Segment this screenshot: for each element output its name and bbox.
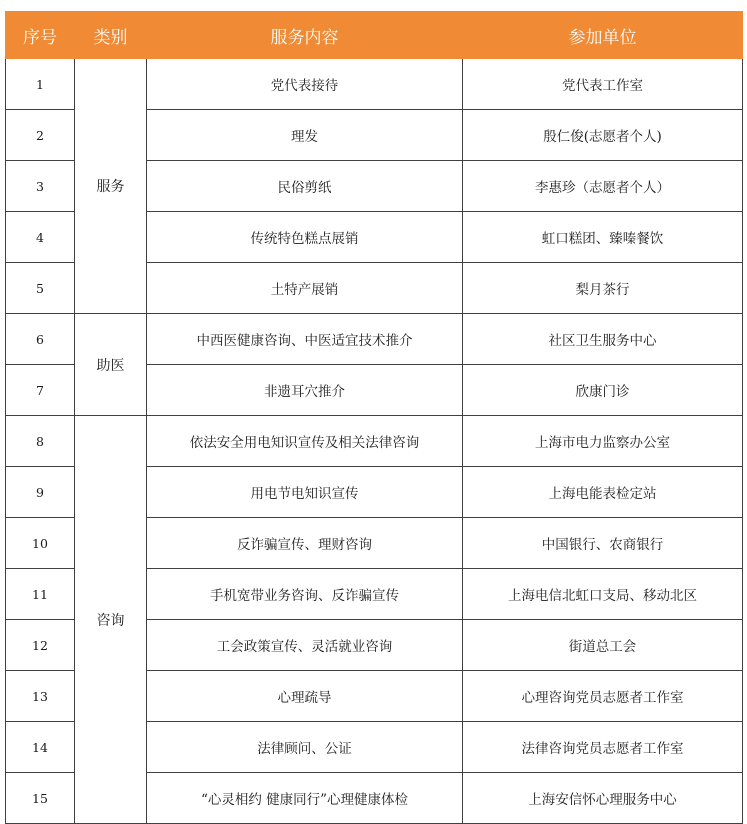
row-number: 10: [6, 518, 75, 569]
service-content: 用电节电知识宣传: [147, 467, 463, 518]
service-content: 依法安全用电知识宣传及相关法律咨询: [147, 416, 463, 467]
participating-unit: 欣康门诊: [463, 365, 743, 416]
row-number: 7: [6, 365, 75, 416]
service-content: 理发: [147, 110, 463, 161]
participating-unit: 法律咨询党员志愿者工作室: [463, 722, 743, 773]
participating-unit: 心理咨询党员志愿者工作室: [463, 671, 743, 722]
header-number: 序号: [6, 12, 75, 59]
row-number: 15: [6, 773, 75, 824]
category-medical: 助医: [75, 314, 147, 416]
service-content: 心理疏导: [147, 671, 463, 722]
participating-unit: 社区卫生服务中心: [463, 314, 743, 365]
row-number: 14: [6, 722, 75, 773]
row-number: 4: [6, 212, 75, 263]
table-row: [6, 416, 743, 467]
participating-unit: 虹口糕团、臻嗪餐饮: [463, 212, 743, 263]
service-content: “心灵相约 健康同行”心理健康体检: [147, 773, 463, 824]
row-number: 1: [6, 59, 75, 110]
header-participating-unit: 参加单位: [463, 12, 743, 59]
participating-unit: 梨月茶行: [463, 263, 743, 314]
service-content: 反诈骗宣传、理财咨询: [147, 518, 463, 569]
row-number: 12: [6, 620, 75, 671]
row-number: 8: [6, 416, 75, 467]
participating-unit: 中国银行、农商银行: [463, 518, 743, 569]
row-number: 9: [6, 467, 75, 518]
service-content: 土特产展销: [147, 263, 463, 314]
category-consult: 咨询: [75, 416, 147, 824]
category-service: 服务: [75, 59, 147, 314]
participating-unit: 上海市电力监察办公室: [463, 416, 743, 467]
service-content: 手机宽带业务咨询、反诈骗宣传: [147, 569, 463, 620]
header-service-content: 服务内容: [147, 12, 463, 59]
participating-unit: 党代表工作室: [463, 59, 743, 110]
header-category: 类别: [75, 12, 147, 59]
table-row: [6, 314, 743, 365]
service-table: [5, 11, 743, 824]
service-content: 党代表接待: [147, 59, 463, 110]
service-content: 传统特色糕点展销: [147, 212, 463, 263]
participating-unit: 殷仁俊(志愿者个人): [463, 110, 743, 161]
row-number: 5: [6, 263, 75, 314]
service-content: 法律顾问、公证: [147, 722, 463, 773]
participating-unit: 李惠珍（志愿者个人）: [463, 161, 743, 212]
row-number: 11: [6, 569, 75, 620]
participating-unit: 上海电信北虹口支局、移动北区: [463, 569, 743, 620]
row-number: 6: [6, 314, 75, 365]
service-content: 中西医健康咨询、中医适宜技术推介: [147, 314, 463, 365]
participating-unit: 上海安信怀心理服务中心: [463, 773, 743, 824]
row-number: 2: [6, 110, 75, 161]
service-content: 工会政策宣传、灵活就业咨询: [147, 620, 463, 671]
row-number: 3: [6, 161, 75, 212]
service-content: 民俗剪纸: [147, 161, 463, 212]
row-number: 13: [6, 671, 75, 722]
table-row: [6, 59, 743, 110]
participating-unit: 街道总工会: [463, 620, 743, 671]
header-row: [6, 12, 743, 59]
service-content: 非遗耳穴推介: [147, 365, 463, 416]
participating-unit: 上海电能表检定站: [463, 467, 743, 518]
